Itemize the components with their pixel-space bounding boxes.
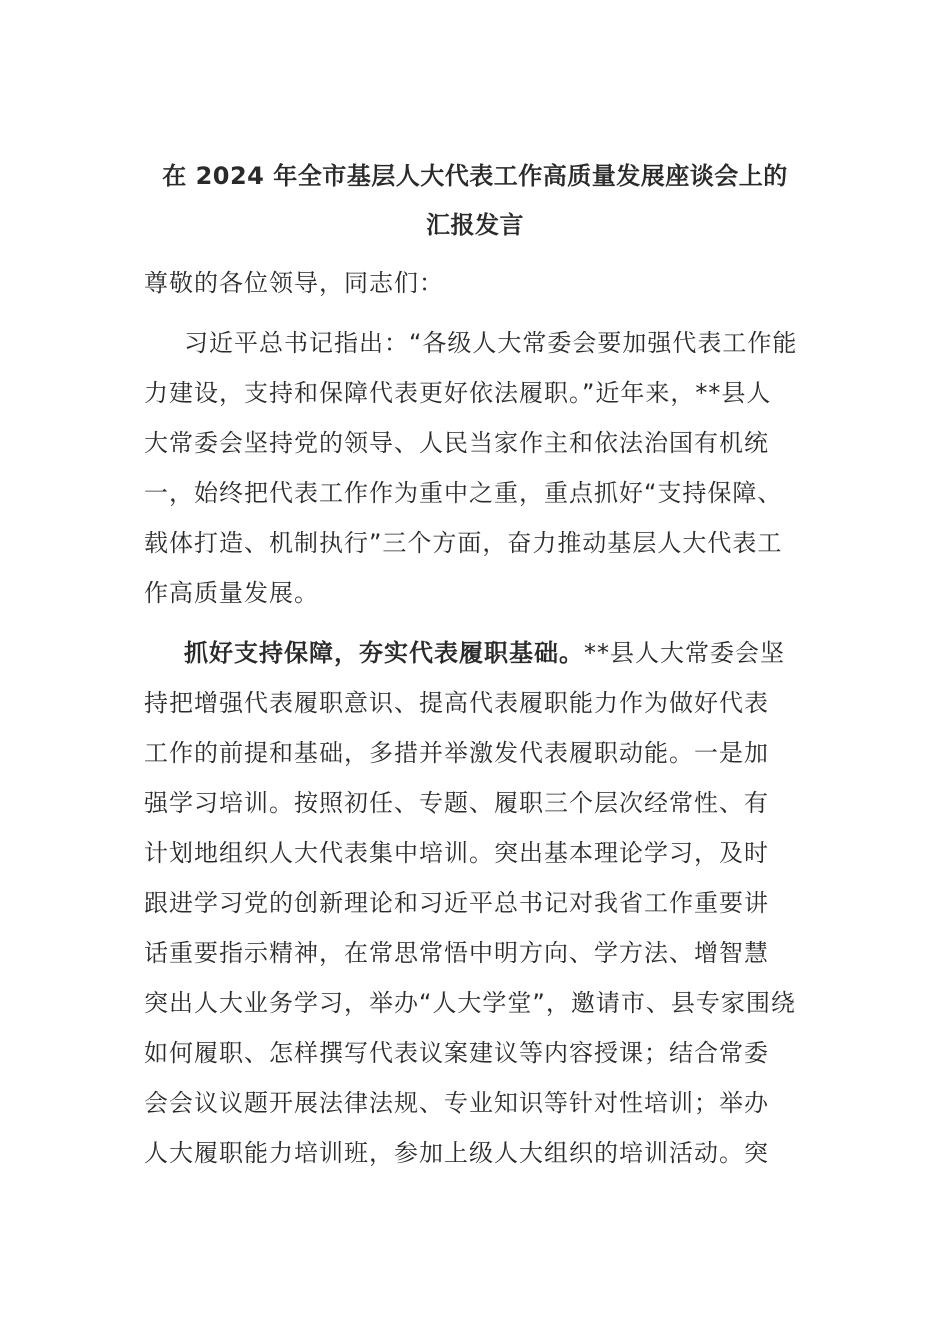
paragraph-line: 跟进学习党的创新理论和习近平总书记对我省工作重要讲	[144, 889, 769, 917]
title-line-2: 汇报发言	[426, 211, 524, 239]
paragraph-support	[144, 628, 806, 1178]
paragraph-line: 大常委会坚持党的领导、人民当家作主和依法治国有机统	[144, 429, 769, 457]
paragraph-line: 话重要指示精神，在常思常悟中明方向、学方法、增智慧	[144, 939, 769, 967]
title-line-1: 在 2024 年全市基层人大代表工作高质量发展座谈会上的	[162, 162, 788, 190]
paragraph-line: 强学习培训。按照初任、专题、履职三个层次经常性、有	[144, 789, 769, 817]
greeting: 尊敬的各位领导，同志们：	[144, 269, 444, 297]
paragraph-line: 如何履职、怎样撰写代表议案建议等内容授课；结合常委	[144, 1039, 769, 1067]
paragraph-line: 习近平总书记指出：“各级人大常委会要加强代表工作能	[184, 329, 798, 357]
paragraph-line: 工作的前提和基础，多措并举激发代表履职动能。一是加	[144, 739, 769, 767]
paragraph-line: 人大履职能力培训班，参加上级人大组织的培训活动。突	[144, 1139, 769, 1167]
paragraph-lead-text: **县人大常委会坚	[584, 639, 785, 667]
paragraph-line: 会会议议题开展法律法规、专业知识等针对性培训；举办	[144, 1089, 769, 1117]
section-heading: 抓好支持保障，夯实代表履职基础。	[184, 639, 584, 667]
paragraph-line: 持把增强代表履职意识、提高代表履职能力作为做好代表	[144, 689, 769, 717]
paragraph-intro	[144, 318, 806, 618]
paragraph-first-line	[144, 628, 806, 678]
paragraph-line: 突出人大业务学习，举办“人大学堂”，邀请市、县专家围绕	[144, 989, 796, 1017]
paragraph-line: 力建设，支持和保障代表更好依法履职。”近年来，**县人	[144, 379, 772, 407]
paragraph-line: 载体打造、机制执行”三个方面，奋力推动基层人大代表工	[144, 529, 783, 557]
paragraph-line: 计划地组织人大代表集中培训。突出基本理论学习，及时	[144, 839, 769, 867]
document-page	[144, 152, 806, 1178]
paragraph-line: 一，始终把代表工作作为重中之重，重点抓好“支持保障、	[144, 479, 783, 507]
paragraph-line: 作高质量发展。	[144, 579, 319, 607]
document-title	[144, 152, 806, 250]
